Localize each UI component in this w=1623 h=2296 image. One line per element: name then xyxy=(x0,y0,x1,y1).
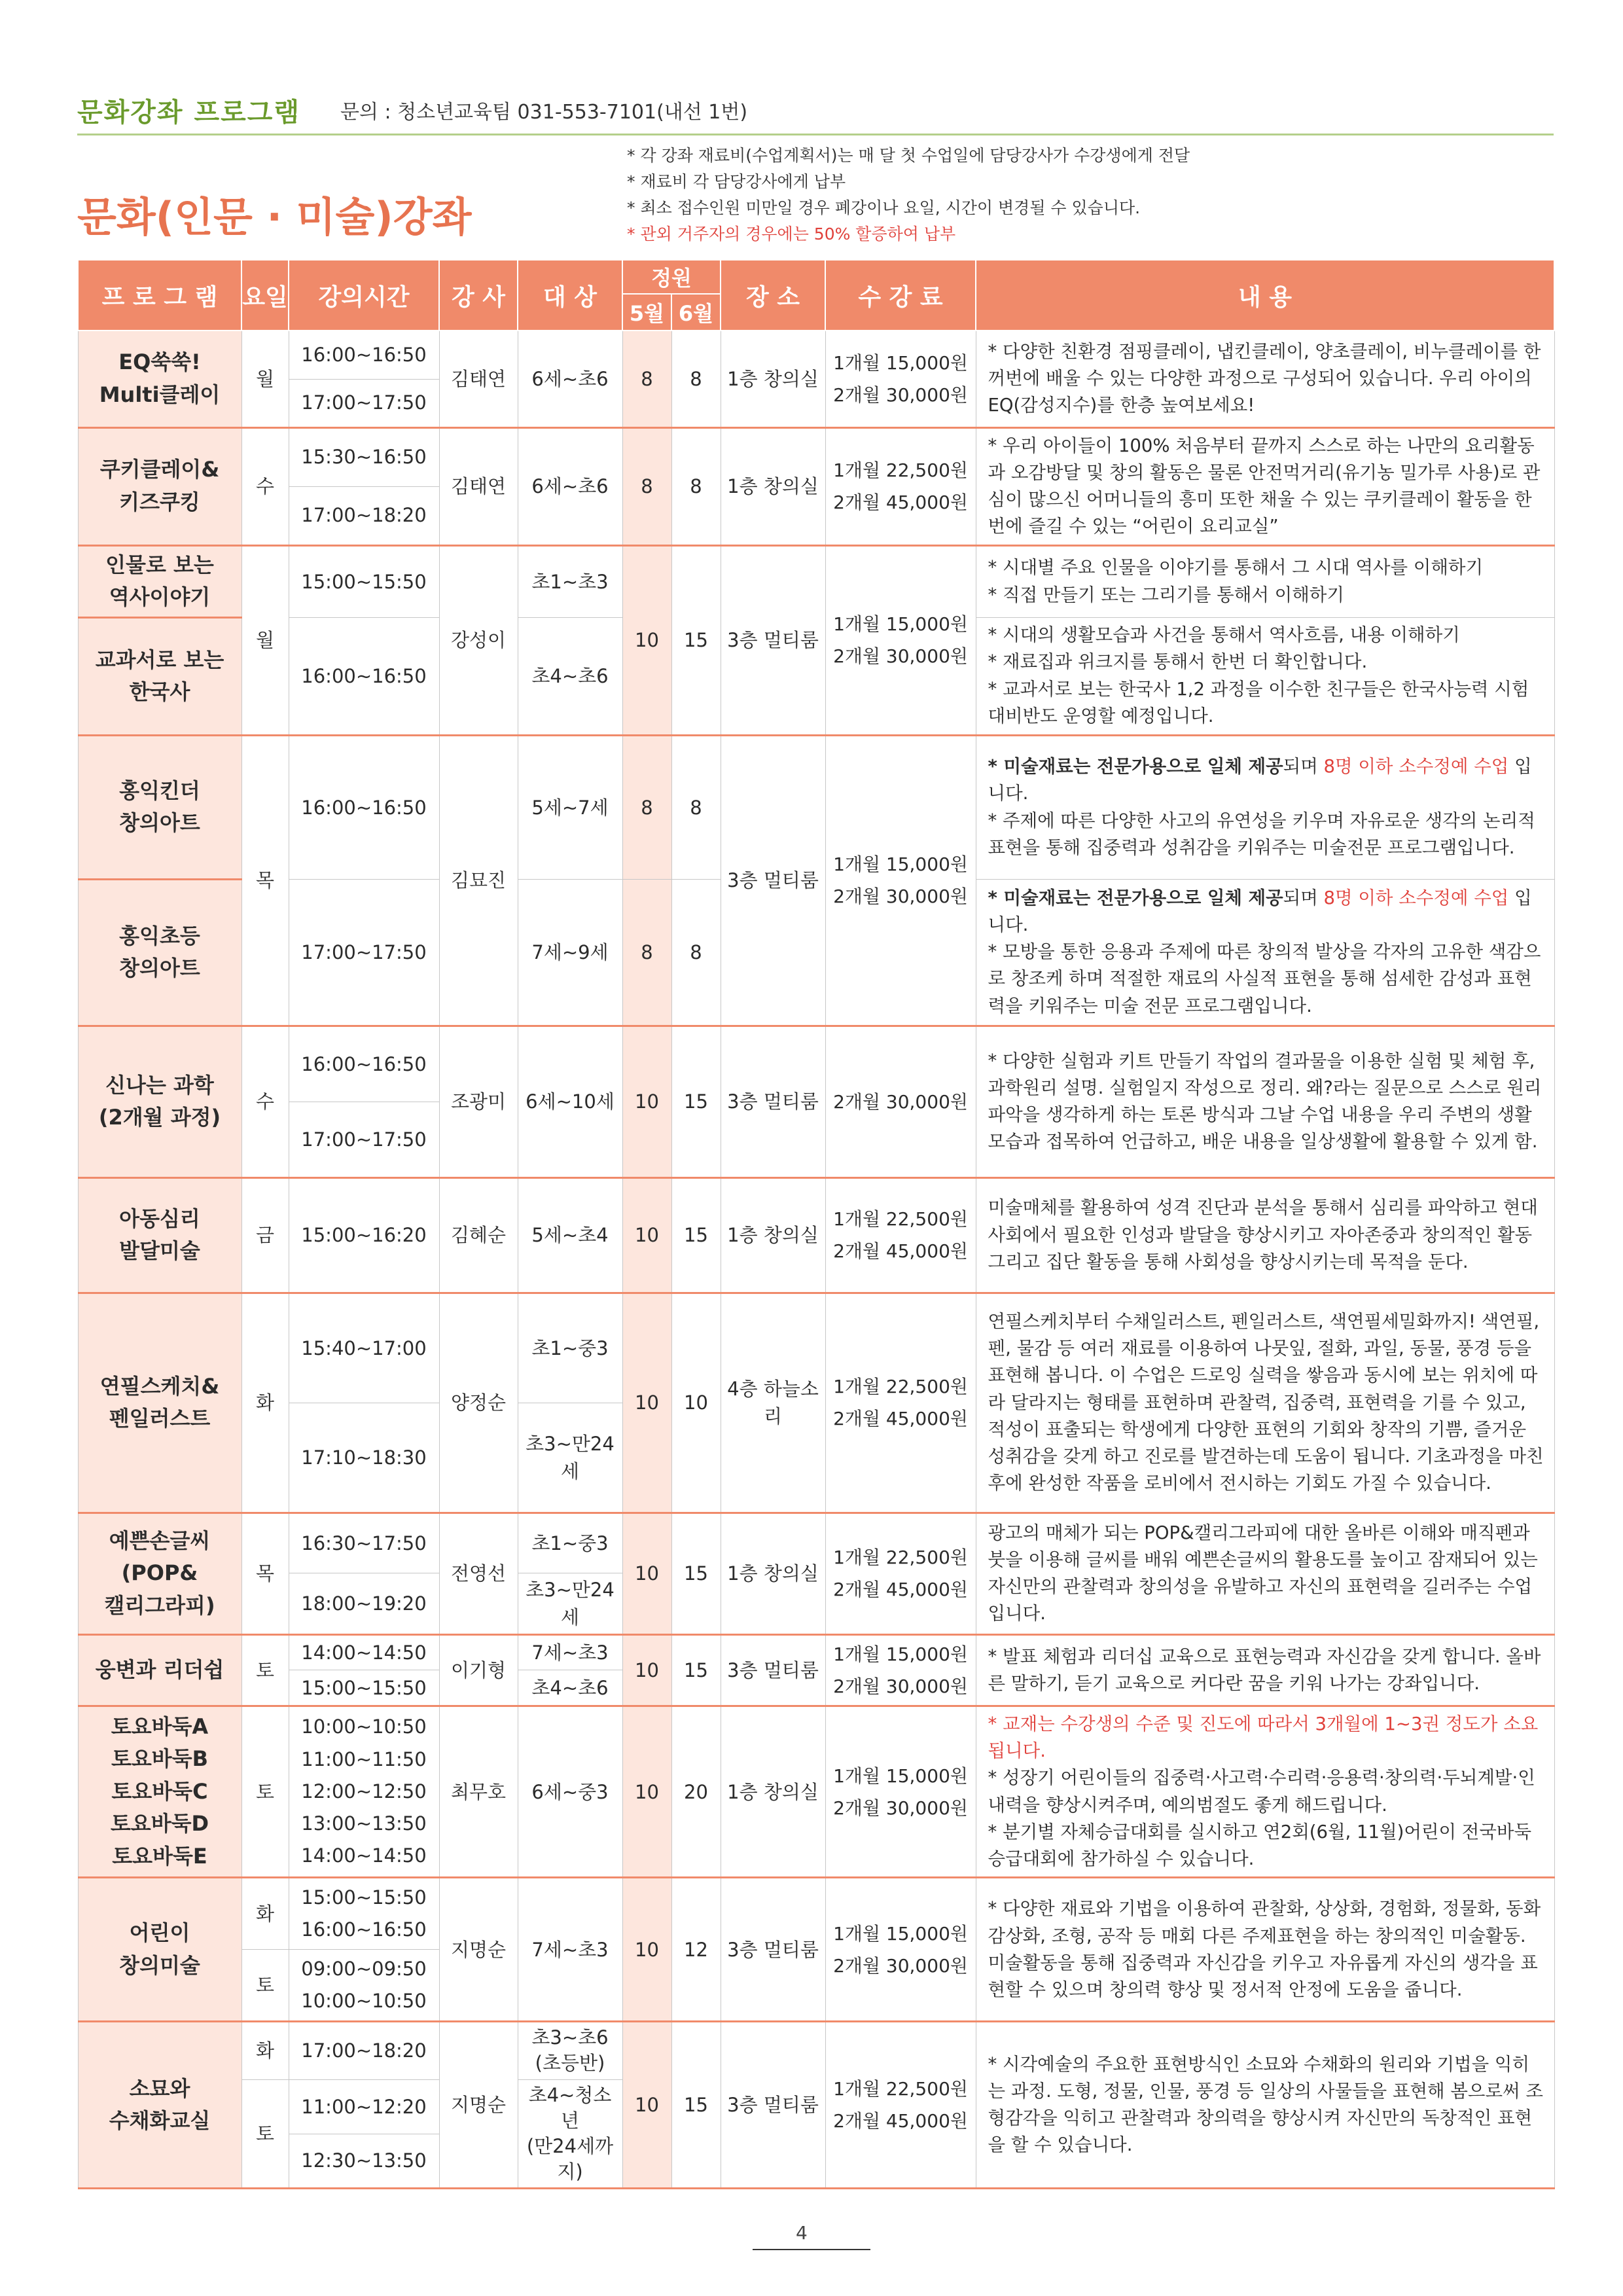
col-program: 프 로 그 램 xyxy=(78,260,241,331)
target: 초1~중3 xyxy=(518,1293,622,1403)
target: 5세~7세 xyxy=(518,735,622,879)
target: 초4~청소년 (만24세까지) xyxy=(518,2079,622,2189)
target: 7세~초3 xyxy=(518,1634,622,1670)
program-name: 어린이 창의미술 xyxy=(78,1878,241,2022)
time: 16:00~16:50 xyxy=(289,617,439,735)
fee: 1개월 15,000원 2개월 30,000원 xyxy=(825,545,976,735)
day: 월 xyxy=(241,331,289,427)
target: 초3~만24세 xyxy=(518,1403,622,1513)
time: 15:40~17:00 xyxy=(289,1293,439,1403)
teacher: 김태연 xyxy=(439,331,518,427)
quota-june: 15 xyxy=(671,1026,721,1177)
note-item-highlight: * 관외 거주자의 경우에는 50% 할증하여 납부 xyxy=(627,224,956,243)
fee: 1개월 15,000원 2개월 30,000원 xyxy=(825,331,976,427)
description: * 시대의 생활모습과 사건을 통해서 역사흐름, 내용 이해하기 * 재료집과 위크지를 통해서 한번 더 확인합니다. * 교과서로 보는 한국사 1,2 과정을 이수한 친구들은 한국사능력 시험 대비반도 운영할 예정입니다. xyxy=(976,617,1554,735)
fee: 1개월 22,500원 2개월 45,000원 xyxy=(825,2022,976,2189)
day: 토 xyxy=(241,1706,289,1878)
time: 16:00~16:50 xyxy=(289,331,439,379)
time: 17:00~17:50 xyxy=(289,1102,439,1177)
target: 초1~초3 xyxy=(518,545,622,617)
day: 화 xyxy=(241,2022,289,2079)
header-title: 문화강좌 프로그램 xyxy=(77,98,301,128)
description: * 다양한 실험과 키트 만들기 작업의 결과물을 이용한 실험 및 체험 후, 과학원리 설명. 실험일지 작성으로 정리. 왜?라는 질문으로 스스로 원리 파악을 생각하게 하는 토론 방식과 그날 수업 내용을 우리 주변의 생활 모습과 접목하여 언급하고, 배운 내용을 일상생활에 활용할 수 있게 함. xyxy=(976,1026,1554,1177)
program-name: 연필스케치& 펜일러스트 xyxy=(78,1293,241,1513)
program-name: 아동심리 발달미술 xyxy=(78,1177,241,1293)
target: 6세~초6 xyxy=(518,427,622,545)
fee: 1개월 22,500원 2개월 45,000원 xyxy=(825,1177,976,1293)
time: 17:10~18:30 xyxy=(289,1403,439,1513)
target: 6세~10세 xyxy=(518,1026,622,1177)
quota-june: 15 xyxy=(671,2022,721,2189)
fee: 1개월 15,000원 2개월 30,000원 xyxy=(825,1634,976,1706)
col-quota: 정원 xyxy=(622,260,721,294)
header-contact: 문의 : 청소년교육팀 031-553-7101(내선 1번) xyxy=(340,101,748,124)
quota-may: 10 xyxy=(622,1177,671,1293)
day: 수 xyxy=(241,427,289,545)
col-may: 5월 xyxy=(622,294,671,331)
place: 3층 멀티룸 xyxy=(721,545,825,735)
description: * 다양한 친환경 점핑클레이, 냅킨클레이, 양초클레이, 비누클레이를 한꺼번에 배울 수 있는 다양한 과정으로 구성되어 있습니다. 우리 아이의 EQ(감성지수)를 한층 높여보세요! xyxy=(976,331,1554,427)
program-name: 홍익킨더 창의아트 xyxy=(78,735,241,879)
place: 1층 창의실 xyxy=(721,331,825,427)
col-june: 6월 xyxy=(671,294,721,331)
teacher: 김묘진 xyxy=(439,735,518,1026)
quota-june: 8 xyxy=(671,879,721,1026)
teacher: 지명순 xyxy=(439,2022,518,2189)
quota-may: 8 xyxy=(622,427,671,545)
program-name: 홍익초등 창의아트 xyxy=(78,879,241,1026)
place: 3층 멀티룸 xyxy=(721,735,825,1026)
teacher: 이기형 xyxy=(439,1634,518,1706)
place: 3층 멀티룸 xyxy=(721,1878,825,2022)
description: * 발표 체험과 리더십 교육으로 표현능력과 자신감을 갖게 합니다. 올바른 말하기, 듣기 교육으로 커다란 꿈을 키워 나가는 강좌입니다. xyxy=(976,1634,1554,1706)
teacher: 김혜순 xyxy=(439,1177,518,1293)
col-target: 대 상 xyxy=(518,260,622,331)
target: 초1~중3 xyxy=(518,1513,622,1573)
day: 목 xyxy=(241,1513,289,1634)
target: 5세~초4 xyxy=(518,1177,622,1293)
quota-may: 8 xyxy=(622,331,671,427)
teacher: 전영선 xyxy=(439,1513,518,1634)
fee: 1개월 15,000원 2개월 30,000원 xyxy=(825,1706,976,1878)
place: 1층 창의실 xyxy=(721,1513,825,1634)
program-name: 쿠키클레이& 키즈쿠킹 xyxy=(78,427,241,545)
quota-may: 8 xyxy=(622,879,671,1026)
description: 연필스케치부터 수채일러스트, 펜일러스트, 색연필세밀화까지! 색연필, 펜, 물감 등 여러 재료를 이용하여 나뭇잎, 절화, 과일, 동물, 풍경 등을 표현해 봅니다. 이 수업은 드로잉 실력을 쌓음과 동시에 보는 위치에 따라 달라지는 형태를 표현하며 관찰력, 집중력, 표현력을 기를 수 있고, 적성이 표출되는 학생에게 다양한 표현의 기회와 창작의 기쁨, 즐거운 성취감을 갖게 하고 진로를 발견하는데 도움이 됩니다. 기초과정을 마친 후에 완성한 작품을 로비에서 전시하는 기회도 가질 수 있습니다. xyxy=(976,1293,1554,1513)
target: 초4~초6 xyxy=(518,617,622,735)
time: 17:00~18:20 xyxy=(289,486,439,545)
day: 금 xyxy=(241,1177,289,1293)
place: 1층 창의실 xyxy=(721,1706,825,1878)
page-number: 4 xyxy=(796,2222,808,2244)
time: 15:00~16:20 xyxy=(289,1177,439,1293)
time: 10:00~10:50 11:00~11:50 12:00~12:50 13:00~13:50 14:00~14:50 xyxy=(289,1706,439,1878)
quota-may: 10 xyxy=(622,1513,671,1634)
time: 15:00~15:50 xyxy=(289,545,439,617)
time: 16:30~17:50 xyxy=(289,1513,439,1573)
place: 1층 창의실 xyxy=(721,1177,825,1293)
time: 15:30~16:50 xyxy=(289,427,439,486)
note-item: * 각 강좌 재료비(수업계획서)는 매 달 첫 수업일에 담당강사가 수강생에게 전달 xyxy=(627,146,1190,165)
program-name: 인물로 보는 역사이야기 xyxy=(78,545,241,617)
course-table xyxy=(77,259,1555,2189)
description: * 시각예술의 주요한 표현방식인 소묘와 수채화의 원리와 기법을 익히는 과정. 도형, 정물, 인물, 풍경 등 일상의 사물들을 표현해 봄으로써 조형감각을 익히고 관찰력과 창의력을 향상시켜 자신만의 독창적인 표현을 할 수 있습니다. xyxy=(976,2022,1554,2189)
description: 미술매체를 활용하여 성격 진단과 분석을 통해서 심리를 파악하고 현대사회에서 필요한 인성과 발달을 향상시키고 자아존중과 창의적인 활동 그리고 집단 활동을 통해 사회성을 향상시키는데 목적을 둔다. xyxy=(976,1177,1554,1293)
time: 17:00~17:50 xyxy=(289,379,439,427)
target: 7세~9세 xyxy=(518,879,622,1026)
place: 3층 멀티룸 xyxy=(721,1634,825,1706)
col-place: 장 소 xyxy=(721,260,825,331)
day: 월 xyxy=(241,545,289,735)
col-fee: 수 강 료 xyxy=(825,260,976,331)
quota-june: 10 xyxy=(671,1293,721,1513)
quota-may: 10 xyxy=(622,1634,671,1706)
fee: 1개월 15,000원 2개월 30,000원 xyxy=(825,735,976,1026)
description: * 우리 아이들이 100% 처음부터 끝까지 스스로 하는 나만의 요리활동과 오감방달 및 창의 활동은 물론 안전먹거리(유기농 밀가루 사용)로 관심이 많으신 어머니들의 흥미 또한 채울 수 있는 쿠키클레이 활동을 한번에 즐길 수 있는 “어린이 요리교실” xyxy=(976,427,1554,545)
fee: 1개월 15,000원 2개월 30,000원 xyxy=(825,1878,976,2022)
time: 16:00~16:50 xyxy=(289,1026,439,1102)
time: 12:30~13:50 xyxy=(289,2134,439,2188)
quota-june: 12 xyxy=(671,1878,721,2022)
quota-may: 10 xyxy=(622,1026,671,1177)
place: 3층 멀티룸 xyxy=(721,1026,825,1177)
quota-june: 8 xyxy=(671,427,721,545)
day: 화 xyxy=(241,1878,289,1950)
target: 초3~초6 (초등반) xyxy=(518,2022,622,2079)
fee: 1개월 22,500원 2개월 45,000원 xyxy=(825,1293,976,1513)
place: 3층 멀티룸 xyxy=(721,2022,825,2189)
program-name: 신나는 과학 (2개월 과정) xyxy=(78,1026,241,1177)
teacher: 조광미 xyxy=(439,1026,518,1177)
page-number-rule xyxy=(753,2249,870,2250)
quota-june: 8 xyxy=(671,735,721,879)
program-name: EQ쑥쑥! Multi클레이 xyxy=(78,331,241,427)
program-name: 웅변과 리더쉽 xyxy=(78,1634,241,1706)
quota-may: 10 xyxy=(622,545,671,735)
time: 18:00~19:20 xyxy=(289,1573,439,1634)
day: 토 xyxy=(241,1634,289,1706)
quota-june: 8 xyxy=(671,331,721,427)
time: 09:00~09:50 10:00~10:50 xyxy=(289,1950,439,2022)
day: 토 xyxy=(241,1950,289,2022)
target: 7세~초3 xyxy=(518,1878,622,2022)
quota-may: 10 xyxy=(622,1293,671,1513)
day: 목 xyxy=(241,735,289,1026)
fee: 1개월 22,500원 2개월 45,000원 xyxy=(825,1513,976,1634)
quota-may: 8 xyxy=(622,735,671,879)
target: 초4~초6 xyxy=(518,1670,622,1706)
description: 광고의 매체가 되는 POP&캘리그라피에 대한 올바른 이해와 매직펜과 붓을 이용해 글씨를 배워 예쁜손글씨의 활용도를 높이고 잠재되어 있는 자신만의 관찰력과 창의성을 유발하고 자신의 표현력을 길러주는 수업입니다. xyxy=(976,1513,1554,1634)
col-day: 요일 xyxy=(241,260,289,331)
time: 17:00~17:50 xyxy=(289,879,439,1026)
day: 화 xyxy=(241,1293,289,1513)
time: 16:00~16:50 xyxy=(289,735,439,879)
note-item: * 최소 접수인원 미만일 경우 폐강이나 요일, 시간이 변경될 수 있습니다. xyxy=(627,198,1141,217)
program-name: 교과서로 보는 한국사 xyxy=(78,617,241,735)
program-name: 소묘와 수채화교실 xyxy=(78,2022,241,2189)
quota-may: 10 xyxy=(622,2022,671,2189)
time: 11:00~12:20 xyxy=(289,2079,439,2134)
notes xyxy=(627,143,1190,247)
time: 15:00~15:50 16:00~16:50 xyxy=(289,1878,439,1950)
quota-june: 15 xyxy=(671,1177,721,1293)
program-name: 토요바둑A 토요바둑B 토요바둑C 토요바둑D 토요바둑E xyxy=(78,1706,241,1878)
time: 17:00~18:20 xyxy=(289,2022,439,2079)
col-teacher: 강 사 xyxy=(439,260,518,331)
teacher: 지명순 xyxy=(439,1878,518,2022)
program-name: 예쁜손글씨 (POP& 캘리그라피) xyxy=(78,1513,241,1634)
quota-may: 10 xyxy=(622,1706,671,1878)
target: 초3~만24세 xyxy=(518,1573,622,1634)
quota-may: 10 xyxy=(622,1878,671,2022)
description: * 시대별 주요 인물을 이야기를 통해서 그 시대 역사를 이해하기 * 직접 만들기 또는 그리기를 통해서 이해하기 xyxy=(976,545,1554,617)
teacher: 강성이 xyxy=(439,545,518,735)
target: 6세~중3 xyxy=(518,1706,622,1878)
day: 토 xyxy=(241,2079,289,2189)
quota-june: 20 xyxy=(671,1706,721,1878)
time: 15:00~15:50 xyxy=(289,1670,439,1706)
quota-june: 15 xyxy=(671,545,721,735)
quota-june: 15 xyxy=(671,1634,721,1706)
place: 4층 하늘소리 xyxy=(721,1293,825,1513)
place: 1층 창의실 xyxy=(721,427,825,545)
description: * 교재는 수강생의 수준 및 진도에 따라서 3개월에 1~3권 정도가 소요됩니다. * 성장기 어린이들의 집중력·사고력·수리력·응용력·창의력·두뇌계발·인내력을 향상시켜주며, 예의범절도 좋게 해드립니다. * 분기별 자체승급대회를 실시하고 연2회(6월, 11월)어린이 전국바둑승급대회에 참가하실 수 있습니다. xyxy=(976,1706,1554,1878)
header-divider xyxy=(77,134,1554,135)
quota-june: 15 xyxy=(671,1513,721,1634)
description: * 미술재료는 전문가용으로 일체 제공되며 8명 이하 소수정예 수업 입니다. * 주제에 따른 다양한 사고의 유연성을 키우며 자유로운 생각의 논리적 표현을 통해 집중력과 성취감을 키워주는 미술전문 프로그램입니다. xyxy=(976,735,1554,879)
col-content: 내 용 xyxy=(976,260,1554,331)
teacher: 김태연 xyxy=(439,427,518,545)
section-title: 문화(인문 · 미술)강좌 xyxy=(77,193,472,241)
description: * 다양한 재료와 기법을 이용하여 관찰화, 상상화, 경험화, 정물화, 동화 감상화, 조형, 공작 등 매회 다른 주제표현을 하는 창의적인 미술활동. 미술활동을 통해 집중력과 자신감을 키우고 자유롭게 자신의 생각을 표현할 수 있으며 창의력 향상 및 정서적 안정에 도움을 줍니다. xyxy=(976,1878,1554,2022)
fee: 1개월 22,500원 2개월 45,000원 xyxy=(825,427,976,545)
day: 수 xyxy=(241,1026,289,1177)
note-item: * 재료비 각 담당강사에게 납부 xyxy=(627,172,846,191)
target: 6세~초6 xyxy=(518,331,622,427)
teacher: 양정순 xyxy=(439,1293,518,1513)
col-time: 강의시간 xyxy=(289,260,439,331)
teacher: 최무호 xyxy=(439,1706,518,1878)
description: * 미술재료는 전문가용으로 일체 제공되며 8명 이하 소수정예 수업 입니다. * 모방을 통한 응용과 주제에 따른 창의적 발상을 각자의 고유한 색감으로 창조케 하며 적절한 재료의 사실적 표현을 통해 섬세한 감성과 표현력을 키워주는 미술 전문 프로그램입니다. xyxy=(976,879,1554,1026)
fee: 2개월 30,000원 xyxy=(825,1026,976,1177)
time: 14:00~14:50 xyxy=(289,1634,439,1670)
